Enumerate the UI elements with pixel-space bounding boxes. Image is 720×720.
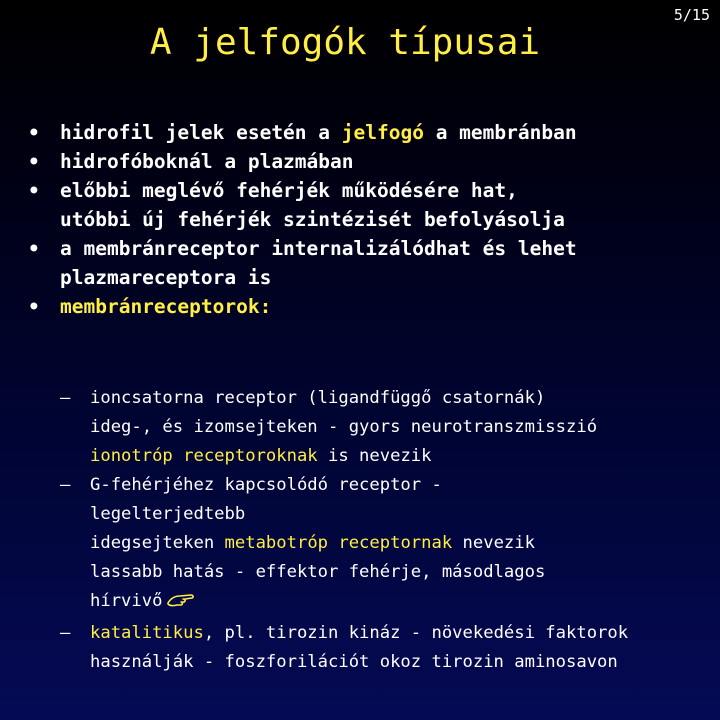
- highlight-catalytic: katalitikus: [90, 623, 204, 643]
- sub-text: , pl. tirozin kináz - növekedési faktorok: [203, 623, 629, 643]
- bullet-text: utóbbi új fehérjék szintézisét befolyásolja: [60, 208, 565, 231]
- sub-text: használják - foszforilációt okoz tirozin aminosavon: [90, 652, 618, 672]
- slide-title: A jelfogók típusai: [149, 22, 541, 63]
- bullet-list: [28, 118, 708, 321]
- highlight-ionotropic: ionotróp receptoroknak: [90, 446, 318, 466]
- bullet-item-hydrophobic: [28, 147, 708, 176]
- bullet-text: hidrofóboknál a plazmában: [60, 150, 354, 173]
- sub-text: hírvivő: [90, 591, 163, 611]
- bullet-text: a membránban: [423, 121, 577, 144]
- sub-item-catalytic: [60, 619, 700, 677]
- bullet-item-effects: [28, 176, 708, 234]
- page-number: 5/15: [673, 6, 710, 24]
- highlight-metabotropic: metabotróp receptornak: [224, 533, 453, 553]
- sub-list: [60, 384, 700, 677]
- sub-text: legelterjedtebb: [90, 504, 246, 524]
- bullet-item-internalization: [28, 234, 708, 292]
- bullet-item-hydrophilic: [28, 118, 708, 147]
- pointing-hand-icon[interactable]: [166, 589, 196, 619]
- bullet-text: a membránreceptor internalizálódhat és lehet: [60, 237, 577, 260]
- bullet-text: hidrofil jelek esetén a: [60, 121, 342, 144]
- sub-text: lassabb hatás - effektor fehérje, másodlagos: [90, 562, 546, 582]
- highlight-membrane-receptors: membránreceptorok:: [60, 295, 272, 318]
- highlight-jelfogo: jelfogó: [341, 121, 424, 144]
- bullet-item-membrane-receptors: [28, 292, 708, 321]
- sub-item-ion-channel: [60, 384, 700, 471]
- bullet-text: előbbi meglévő fehérjék működésére hat,: [60, 179, 518, 202]
- sub-item-g-protein: [60, 471, 700, 619]
- sub-text: idegsejteken: [90, 533, 225, 553]
- sub-text: ioncsatorna receptor (ligandfüggő csatornák): [90, 388, 546, 408]
- sub-text: is nevezik: [317, 446, 432, 466]
- sub-text: nevezik: [452, 533, 535, 553]
- bullet-text: plazmareceptora is: [60, 266, 272, 289]
- sub-text: G-fehérjéhez kapcsolódó receptor -: [90, 475, 442, 495]
- sub-text: ideg-, és izomsejteken - gyors neurotranszmisszió: [90, 417, 598, 437]
